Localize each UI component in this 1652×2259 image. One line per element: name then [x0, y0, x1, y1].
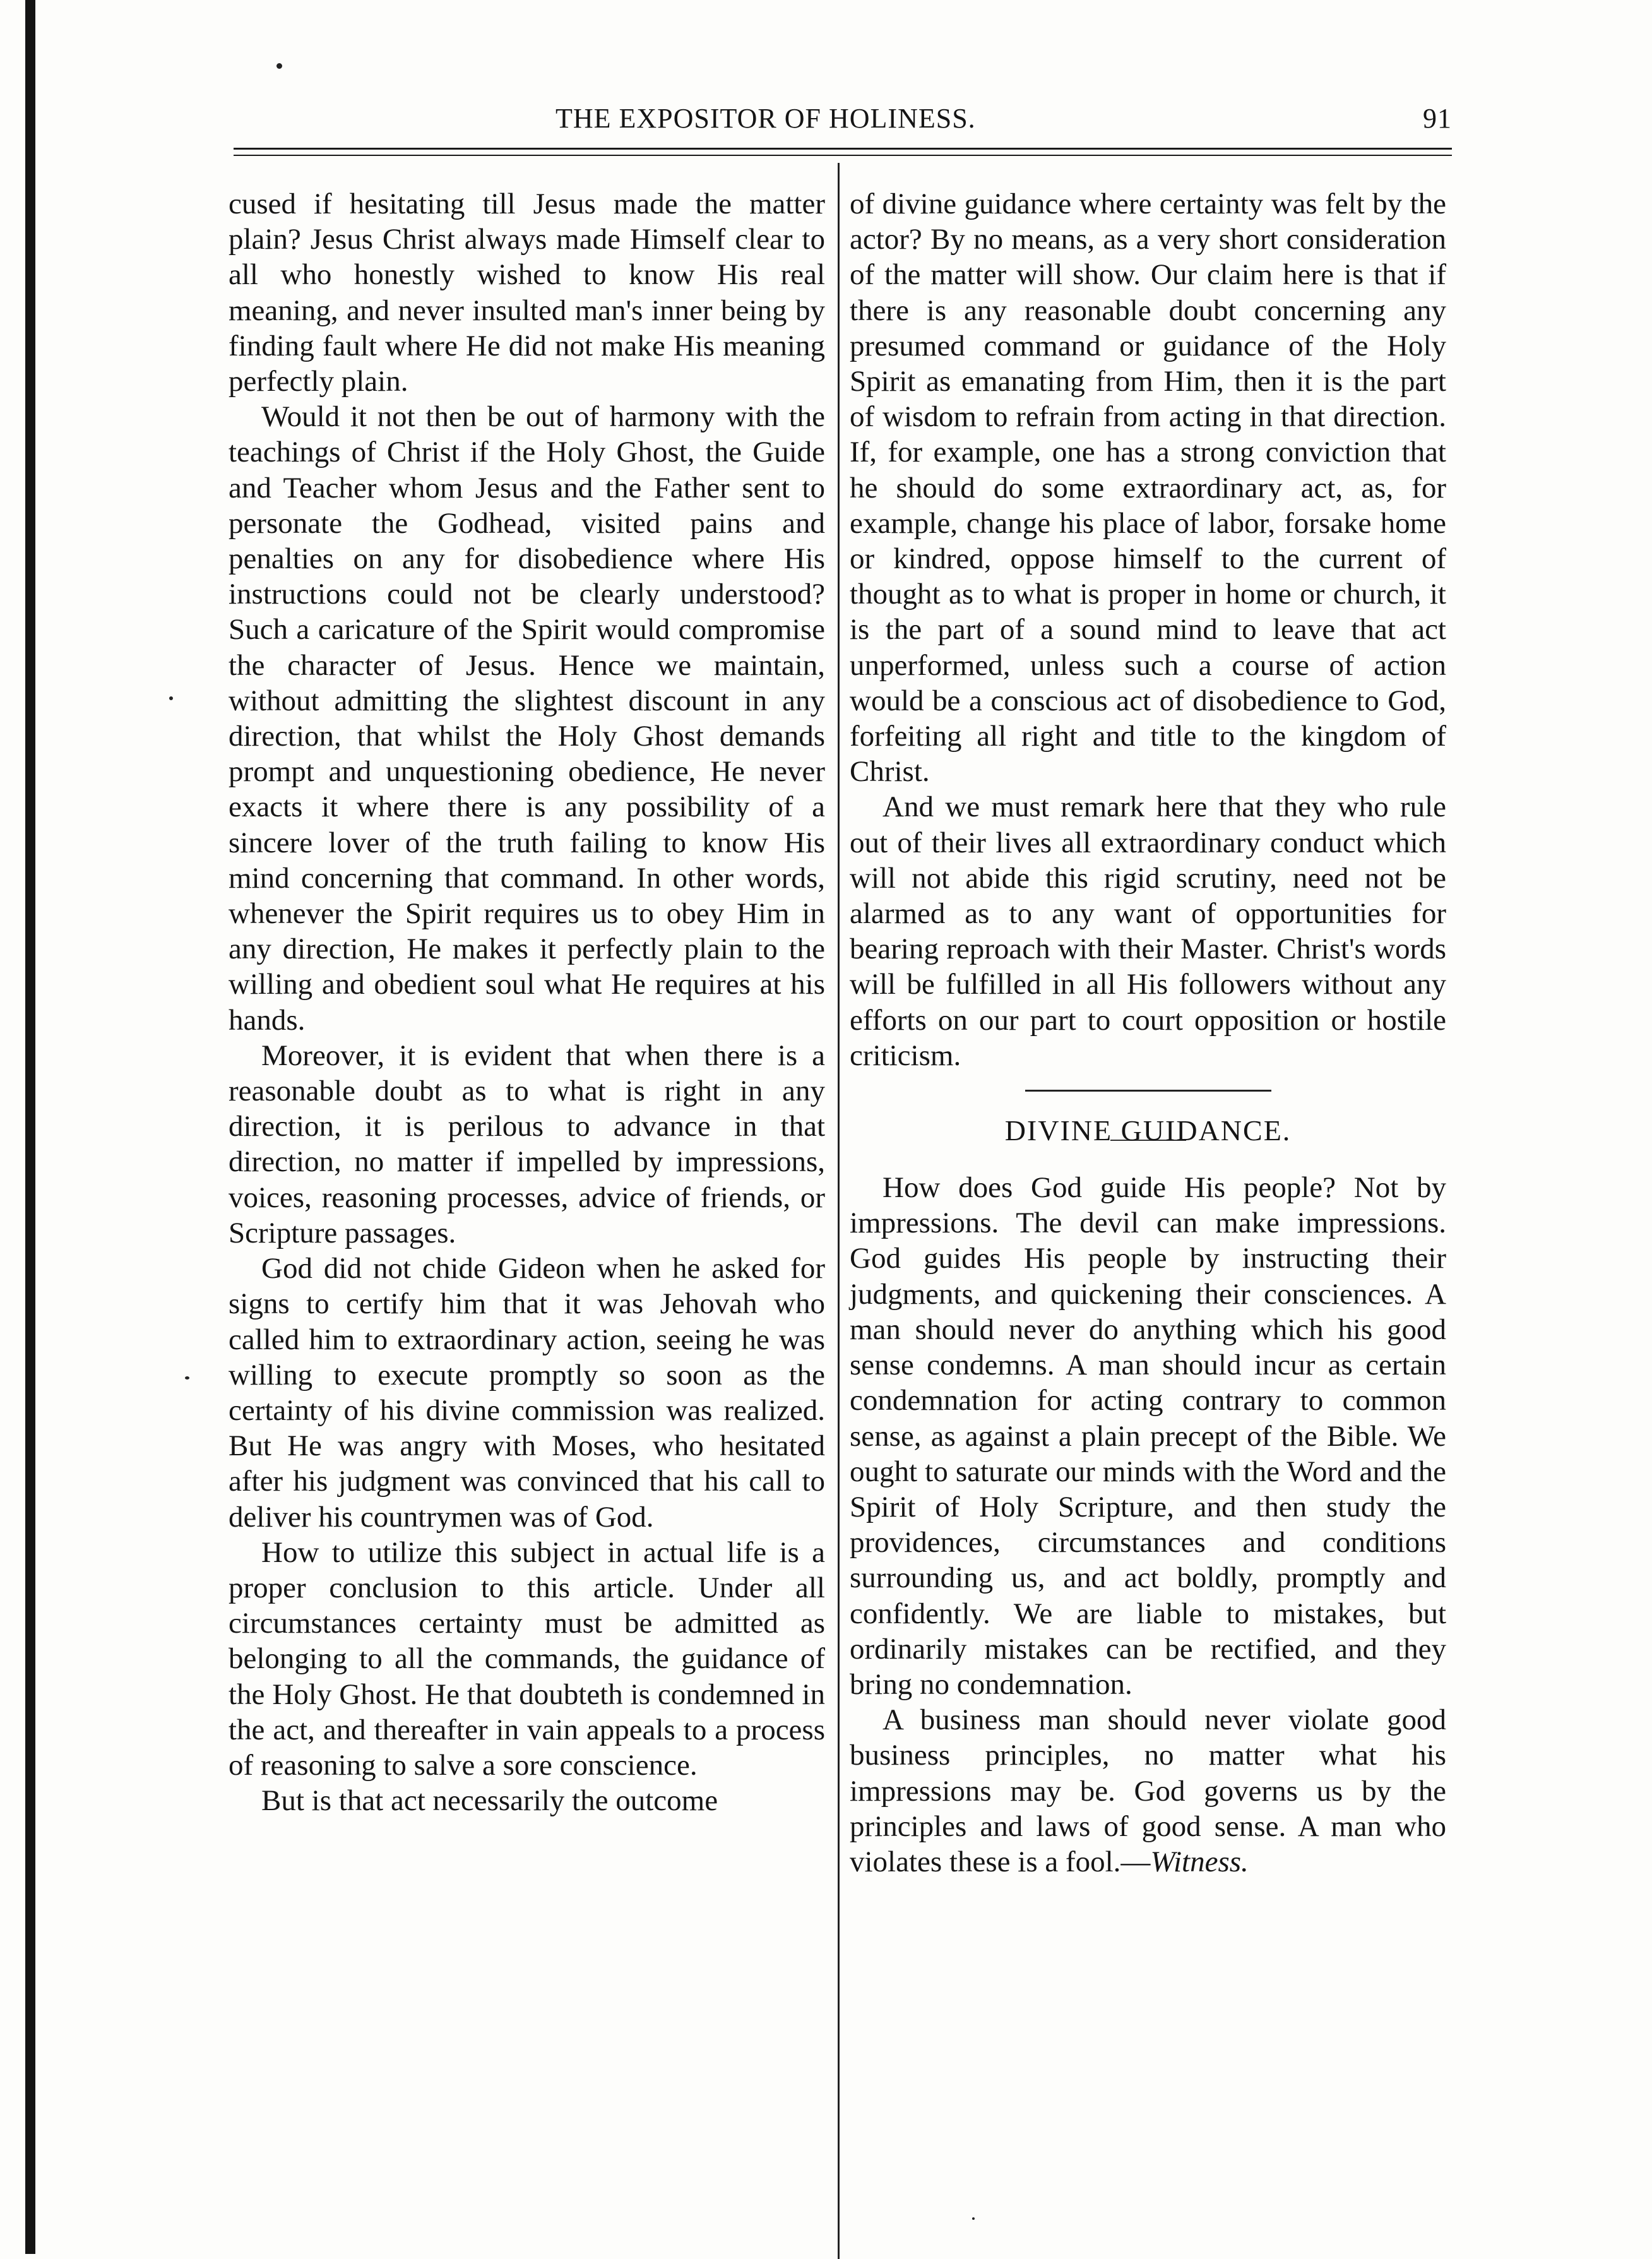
paragraph: How to utilize this subject in actual life is a proper conclusion to this article. Under all circumstances certainty must be admitted as belonging to all the commands, the guidance of the Holy Ghost. He that doubteth is condemned in the act, and thereafter in vain appeals to a process of reasoning to salve a sore conscience. [229, 1535, 825, 1782]
section-divider [1025, 1090, 1271, 1092]
closing-word: fool.— [1065, 1845, 1151, 1878]
header-rule-top [234, 148, 1452, 150]
paragraph: of divine guidance where certainty was felt by the actor? By no means, as a very short consideration of the matter will show. Our claim here is that if there is any reasonable doubt concerning any presumed command or guidance of the Holy Spirit as emanating from Him, then it is the part of wisdom to refrain from acting in that direction. If, for example, one has a strong conviction that he should do some extraordinary act, as, for example, change his place of labor, forsake home or kindred, oppose himself to the current of thought as to what is proper in home or church, it is the part of a sound mind to leave that act unperformed, unless such a course of action would be a conscious act of disobedience to God, forfeiting all right and title to the kingdom of Christ. [850, 188, 1446, 789]
page-header [227, 101, 1452, 145]
paragraph [850, 1702, 1446, 1880]
print-speck [276, 63, 282, 69]
paragraph: But is that act necessarily the outcome [261, 1784, 718, 1818]
paragraph: cused if hesitating till Jesus made the matter plain? Jesus Christ always made Himself clear to all who honestly wished to know His real meaning, and never insulted man's inner being by finding fault where He did not make His meaning perfectly plain. [229, 188, 825, 398]
paragraph: God did not chide Gideon when he asked for signs to certify him that it was Jehovah who called him to extraordinary action, seeing he was willing to execute promptly so soon as the certainty of his divine commission was realized. But He was angry with Moses, who hesitated after his judgment was convinced that his call to deliver his countrymen was of God. [229, 1252, 825, 1534]
left-column [229, 186, 825, 1818]
header-rule-bottom [234, 155, 1452, 156]
source-citation: Witness. [1150, 1845, 1249, 1878]
column-divider [838, 163, 840, 2259]
paragraph: How does God guide His people? Not by impressions. The devil can make impressions. God guides His people by instructing their judgments, and quickening their consciences. A man should never do anything which his good sense condemns. A man should incur as certain condemnation for acting contrary to common sense, as against a plain precept of the Bible. We ought to saturate our minds with the Word and the Spirit of Holy Scripture, and then study the providences, circumstances and conditions surrounding us, and act boldly, promptly and confidently. We are liable to mistakes, but ordinarily mistakes can be rectified, and they bring no condemnation. [850, 1171, 1446, 1701]
print-speck [185, 1376, 189, 1380]
paragraph: Would it not then be out of harmony with the teachings of Christ if the Holy Ghost, the Guide and Teacher whom Jesus and the Father sent to personate the Godhead, visited pains and penalties on any for disobedience where His instructions could not be clearly understood? Such a caricature of the Spirit would compromise the character of Jesus. Hence we maintain, without admitting the slightest discount in any direction, that whilst the Holy Ghost demands prompt and unquestioning obedience, He never exacts it where there is any possibility of a sincere lover of the truth failing to know His mind concerning that command. In other words, whenever the Spirit requires us to obey Him in any direction, He makes it perfectly plain to the willing and obedient soul what He requires at his hands. [229, 400, 825, 1037]
paragraph: And we must remark here that they who rule out of their lives all extraordinary conduct which will not abide this rigid scrutiny, need not be alarmed as to any want of opportunities for bearing reproach with their Master. Christ's words will be fulfilled in all His followers without any efforts on our part to court opposition or hostile criticism. [850, 790, 1446, 1072]
journal-title: THE EXPOSITOR OF HOLINESS. [556, 103, 976, 134]
print-speck [169, 696, 173, 700]
binding-edge [25, 0, 35, 2254]
print-speck [972, 2217, 975, 2220]
paragraph-text: A business man should never violate good business principles, no matter what his impressions may be. God governs us by the principles and laws of good sense. A man who violates these is a [850, 1703, 1446, 1878]
paragraph: Moreover, it is evident that when there is a reasonable doubt as to what is right in any direction, it is perilous to advance in that direction, no matter if impelled by impressions, voices, reasoning processes, advice of friends, or Scripture passages. [229, 1039, 825, 1249]
right-column [850, 186, 1446, 1880]
section-heading: DIVINE GUIDANCE. [1004, 1114, 1292, 1147]
page-number: 91 [1423, 103, 1452, 134]
